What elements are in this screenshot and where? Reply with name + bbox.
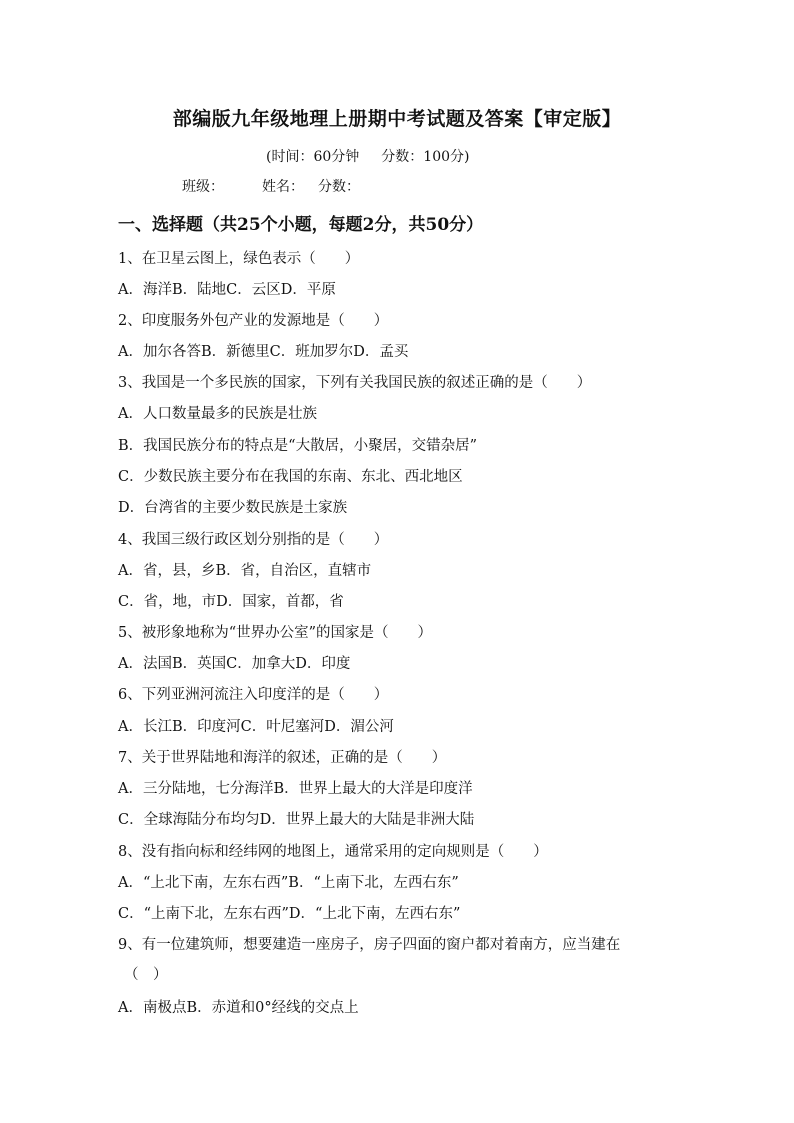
time-info: (时间：60分钟 [266,149,360,165]
page-title: 部编版九年级地理上册期中考试题及答案【审定版】 [172,108,622,130]
option-line: C．少数民族主要分布在我国的东南、东北、西北地区 [118,469,463,485]
option-line: A．海洋B．陆地C．云区D．平原 [118,282,336,298]
option-line: A．加尔各答B．新德里C．班加罗尔D．孟买 [118,344,409,360]
question-line: 7、关于世界陆地和海洋的叙述，正确的是（ ） [118,750,447,766]
question-line-continuation: （ ） [124,967,168,983]
question-line: 9、有一位建筑师，想要建造一座房子，房子四面的窗户都对着南方，应当建在 [118,937,621,953]
question-line: 8、没有指向标和经纬网的地图上，通常采用的定向规则是（ ） [118,844,548,860]
score-label: 分数： [318,179,360,195]
question-line: 6、下列亚洲河流注入印度洋的是（ ） [118,687,389,703]
question-line: 3、我国是一个多民族的国家，下列有关我国民族的叙述正确的是（ ） [118,375,592,391]
question-line: 2、印度服务外包产业的发源地是（ ） [118,313,389,329]
score-info: 分数：100分) [381,149,470,165]
option-line: A．南极点B．赤道和0°经线的交点上 [118,1000,359,1016]
question-line: 1、在卫星云图上，绿色表示（ ） [118,251,360,267]
student-info [182,176,360,196]
option-line: A．人口数量最多的民族是壮族 [118,406,317,422]
exam-time-score [266,146,469,166]
option-line: A．长江B．印度河C．叶尼塞河D．湄公河 [118,719,394,735]
name-label: 姓名： [262,179,304,195]
option-line: A．三分陆地，七分海洋B．世界上最大的大洋是印度洋 [118,781,473,797]
option-line: C．“上南下北，左东右西”D．“上北下南，左西右东” [118,906,461,922]
option-line: A．省，县，乡B．省，自治区，直辖市 [118,563,372,579]
option-line: C．全球海陆分布均匀D．世界上最大的大陆是非洲大陆 [118,812,475,828]
option-line: A．“上北下南，左东右西”B．“上南下北，左西右东” [118,875,459,891]
option-line: D．台湾省的主要少数民族是土家族 [118,500,348,516]
class-label: 班级： [182,179,224,195]
question-line: 5、被形象地称为“世界办公室”的国家是（ ） [118,625,433,641]
option-line: B．我国民族分布的特点是“大散居，小聚居，交错杂居” [118,438,477,454]
section-heading: 一、选择题（共25个小题，每题2分，共50分） [118,215,484,235]
option-line: A．法国B．英国C．加拿大D．印度 [118,656,351,672]
question-line: 4、我国三级行政区划分别指的是（ ） [118,532,389,548]
option-line: C．省，地，市D．国家，首都，省 [118,594,344,610]
